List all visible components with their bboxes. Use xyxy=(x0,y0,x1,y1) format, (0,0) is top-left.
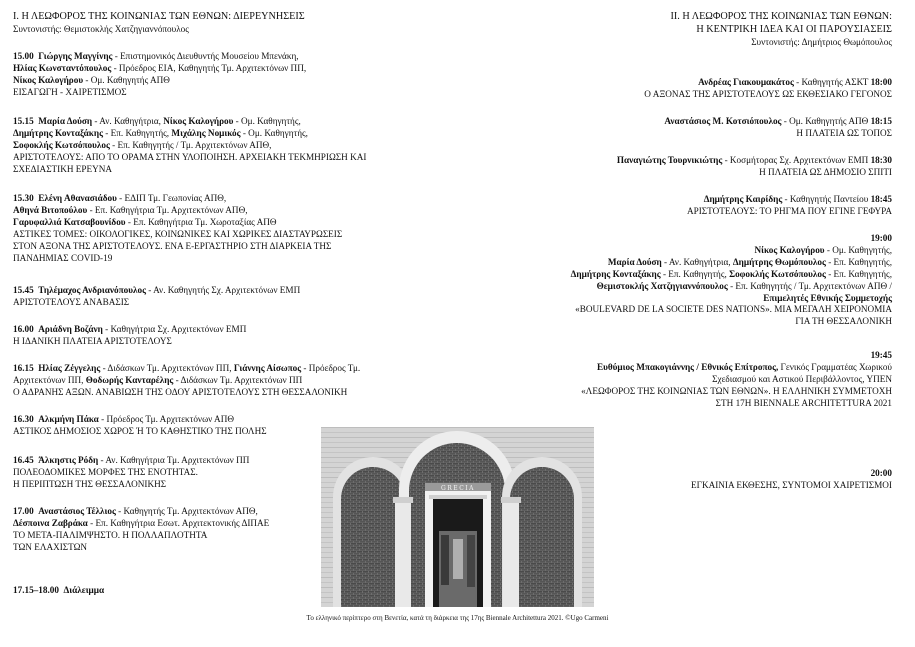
photo-caption: Το ελληνικό περίπτερο στη Βενετία, κατά τη διάρκεια της 17ης Biennale Architettura 2021. ©Ugo Carmeni xyxy=(306,614,609,622)
session-1845: Δημήτρης Καιρίδης - Καθηγητής Παντείου 18:45 ΑΡΙΣΤΟΤΕΛΟΥΣ: ΤΟ ΡΗΓΜΑ ΠΟΥ ΕΓΙΝΕ ΓΕΦΥΡΑ xyxy=(686,194,892,216)
session-1830: Παναγιώτης Τουρνικιώτης - Κοσμήτορας Σχ. Αρχιτεκτόνων ΕΜΠ 18:30 Η ΠΛΑΤΕΙΑ ΩΣ ΔΗΜΟΣΙΟ ΣΠΙΤΙ xyxy=(616,155,892,177)
section-2-coordinator: Συντονιστής: Δημήτριος Θωμόπουλος xyxy=(751,37,892,47)
session-1530: 15.30 Ελένη Αθανασιάδου - ΕΔΙΠ Τμ. Γεωπονίας ΑΠΘ, Αθηνά Βιτοπούλου - Επ. Καθηγήτρια Τμ. Αρχιτεκτόνων ΑΠΘ, Γαρυφαλλιά Κατσαβουνίδου - Επ. Καθηγήτρια Τμ. Χωροταξίας ΑΠΘ ΑΣΤΙΚΕΣ ΤΟΜΕΣ: ΟΙΚΟΛΟΓΙΚΕΣ, ΚΟΙΝΩΝΙΚΕΣ ΚΑΙ ΧΩΡΙΚΕΣ ΔΙΑΣΤΑΥΡΩΣΕΙΣ ΣΤΟΝ ΑΞΟΝΑ ΤΗΣ ΑΡΙΣΤΟΤΕΛΟΥΣ. ΕΝΑ Ε-ΕΡΓΑΣΤΗΡΙΟ ΣΤΗ ΔΙΑΡΚΕΙΑ ΤΗΣ ΠΑΝΔΗΜΙΑΣ COVID-19 xyxy=(13,193,343,263)
session-1515: 15.15 Μαρία Δούση - Αν. Καθηγήτρια, Νίκος Καλογήρου - Ομ. Καθηγητής, Δημήτρης Κονταξάκης - Επ. Καθηγητής, Μιχάλης Νομικός - Ομ. Καθηγητής, Σοφοκλής Κωτσόπουλος - Επ. Καθηγητής / Τμ. Αρχιτεκτόνων ΑΠΘ, ΑΡΙΣΤΟΤΕΛΟΥΣ: ΑΠΟ ΤΟ ΟΡΑΜΑ ΣΤΗΝ ΥΛΟΠΟΙΗΣΗ. ΑΡΧΕΙΑΚΗ ΤΕΚΜΗΡΙΩΣΗ ΚΑΙ ΣΧΕΔΙΑΣΤΙΚΗ ΕΡΕΥΝΑ xyxy=(13,116,367,174)
session-2000: 20:00 ΕΓΚΑΙΝΙΑ ΕΚΘΕΣΗΣ, ΣΥΝΤΟΜΟΙ ΧΑΙΡΕΤΙΣΜΟΙ xyxy=(691,468,892,490)
session-1700: 17.00 Αναστάσιος Τέλλιος - Καθηγητής Τμ. Αρχιτεκτόνων ΑΠΘ, Δέσποινα Ζαβράκα - Επ. Καθηγήτρια Εσωτ. Αρχιτεκτονικής ΔΙΠΑΕ ΤΟ ΜΕΤΑ-ΠΑΛΙΜΨΗΣΤΟ. Η ΠΟΛΛΑΠΛΟΤΗΤΑ ΤΩΝ ΕΛΑΧΙΣΤΩΝ xyxy=(13,506,270,552)
session-1545: 15.45 Τηλέμαχος Ανδριανόπουλος - Αν. Καθηγητής Σχ. Αρχιτεκτόνων ΕΜΠ ΑΡΙΣΤΟΤΕΛΟΥΣ ΑΝΑΒΑΣΙΣ xyxy=(13,285,301,307)
greek-pavilion-photo xyxy=(321,427,594,607)
section-1-title: Ι. Η ΛΕΩΦΟΡΟΣ ΤΗΣ ΚΟΙΝΩΝΙΑΣ ΤΩΝ ΕΘΝΩΝ: ΔΙΕΡΕΥΝΗΣΕΙΣ xyxy=(13,11,305,22)
session-1600: 16.00 Αριάδνη Βοζάνη - Καθηγήτρια Σχ. Αρχιτεκτόνων ΕΜΠ Η ΙΔΑΝΙΚΗ ΠΛΑΤΕΙΑ ΑΡΙΣΤΟΤΕΛΟΥΣ xyxy=(13,324,247,346)
grecia-sign: GRECIA xyxy=(441,485,475,492)
session-1615: 16.15 Ηλίας Ζέγγελης - Διδάσκων Τμ. Αρχιτεκτόνων ΠΠ, Γιάννης Αίσωπος - Πρόεδρος Τμ. Αρχιτεκτόνων ΠΠ, Θοδωρής Κανταρέλης - Διδάσκων Τμ. Αρχιτεκτόνων ΠΠ Ο ΑΔΡΑΝΗΣ ΑΞΩΝ. ΑΝΑΒΙΩΣΗ ΤΗΣ ΟΔΟΥ ΑΡΙΣΤΟΤΕΛΟΥΣ ΣΤΗ ΘΕΣΣΑΛΟΝΙΚΗ xyxy=(13,363,361,397)
session-1645: 16.45 Άλκηστις Ρόδη - Αν. Καθηγήτρια Τμ. Αρχιτεκτόνων ΠΠ ΠΟΛΕΟΔΟΜΙΚΕΣ ΜΟΡΦΕΣ ΤΗΣ ΕΝΟΤΗΤΑΣ. Η ΠΕΡΙΠΤΩΣΗ ΤΗΣ ΘΕΣΣΑΛΟΝΙΚΗΣ xyxy=(13,455,250,489)
session-1945: 19:45 Ευθύμιος Μπακογιάννης / Εθνικός Επίτροπος, Γενικός Γραμματέας Χωρικού Σχεδιασμού και Αστικού Περιβάλλοντος, ΥΠΕΝ «ΛΕΩΦΟΡΟΣ ΤΗΣ ΚΟΙΝΩΝΙΑΣ ΤΩΝ ΕΘΝΩΝ». Η ΕΛΛΗΝΙΚΗ ΣΥΜΜΕΤΟΧΗ ΣΤΗ 17Η BIENNALE ARCHITETTURA 2021 xyxy=(581,350,892,408)
section-1-coordinator: Συντονιστής: Θεμιστοκλής Χατζηγιαννόπουλος xyxy=(13,24,189,34)
session-1500: 15.00 Γιώργης Μαγγίνης - Επιστημονικός Διευθυντής Μουσείου Μπενάκη, Ηλίας Κωνσταντόπουλος - Πρόεδρος ΕΙΑ, Καθηγητής Τμ. Αρχιτεκτόνων ΠΠ, Νίκος Καλογήρου - Ομ. Καθηγητής ΑΠΘ ΕΙΣΑΓΩΓΗ - ΧΑΙΡΕΤΙΣΜΟΣ xyxy=(13,51,307,97)
break-slot: 17.15–18.00 Διάλειμμα xyxy=(13,585,105,595)
session-1630: 16.30 Αλκμήνη Πάκα - Πρόεδρος Τμ. Αρχιτεκτόνων ΑΠΘ ΑΣΤΙΚΟΣ ΔΗΜΟΣΙΟΣ ΧΩΡΟΣ Ή ΤΟ ΚΑΘΗΣΤΙΚΟ ΤΗΣ ΠΟΛΗΣ xyxy=(13,414,267,436)
session-1815: Αναστάσιος Μ. Κοτσιόπουλος - Ομ. Καθηγητής ΑΠΘ 18:15 Η ΠΛΑΤΕΙΑ ΩΣ ΤΟΠΟΣ xyxy=(664,116,892,138)
session-1800: Ανδρέας Γιακουμακάτος - Καθηγητής ΑΣΚΤ 18:00 Ο ΑΞΟΝΑΣ ΤΗΣ ΑΡΙΣΤΟΤΕΛΟΥΣ ΩΣ ΕΚΘΕΣΙΑΚΟ ΓΕΓΟΝΟΣ xyxy=(644,77,892,99)
section-2-title: ΙΙ. Η ΛΕΩΦΟΡΟΣ ΤΗΣ ΚΟΙΝΩΝΙΑΣ ΤΩΝ ΕΘΝΩΝ: Η ΚΕΝΤΡΙΚΗ ΙΔΕΑ ΚΑΙ ΟΙ ΠΑΡΟΥΣΙΑΣΕΙΣ xyxy=(670,11,892,35)
session-1900: 19:00 Νίκος Καλογήρου - Ομ. Καθηγητής, Μαρία Δούση - Αν. Καθηγήτρια, Δημήτρης Θωμόπουλος - Επ. Καθηγητής, Δημήτρης Κονταξάκης - Επ. Καθηγητής, Σοφοκλής Κωτσόπουλος - Επ. Καθηγητής, Θεμιστοκλής Χατζηγιαννόπουλος - Επ. Καθηγητής / Τμ. Αρχιτεκτόνων ΑΠΘ / Επιμελητές Εθνικής Συμμετοχής «BOULEVARD DE LA SOCIETE DES NATIONS». ΜΙΑ ΜΕΓΑΛΗ ΧΕΙΡΟΝΟΜΙΑ ΓΙΑ ΤΗ ΘΕΣΣΑΛΟΝΙΚΗ xyxy=(570,233,892,327)
